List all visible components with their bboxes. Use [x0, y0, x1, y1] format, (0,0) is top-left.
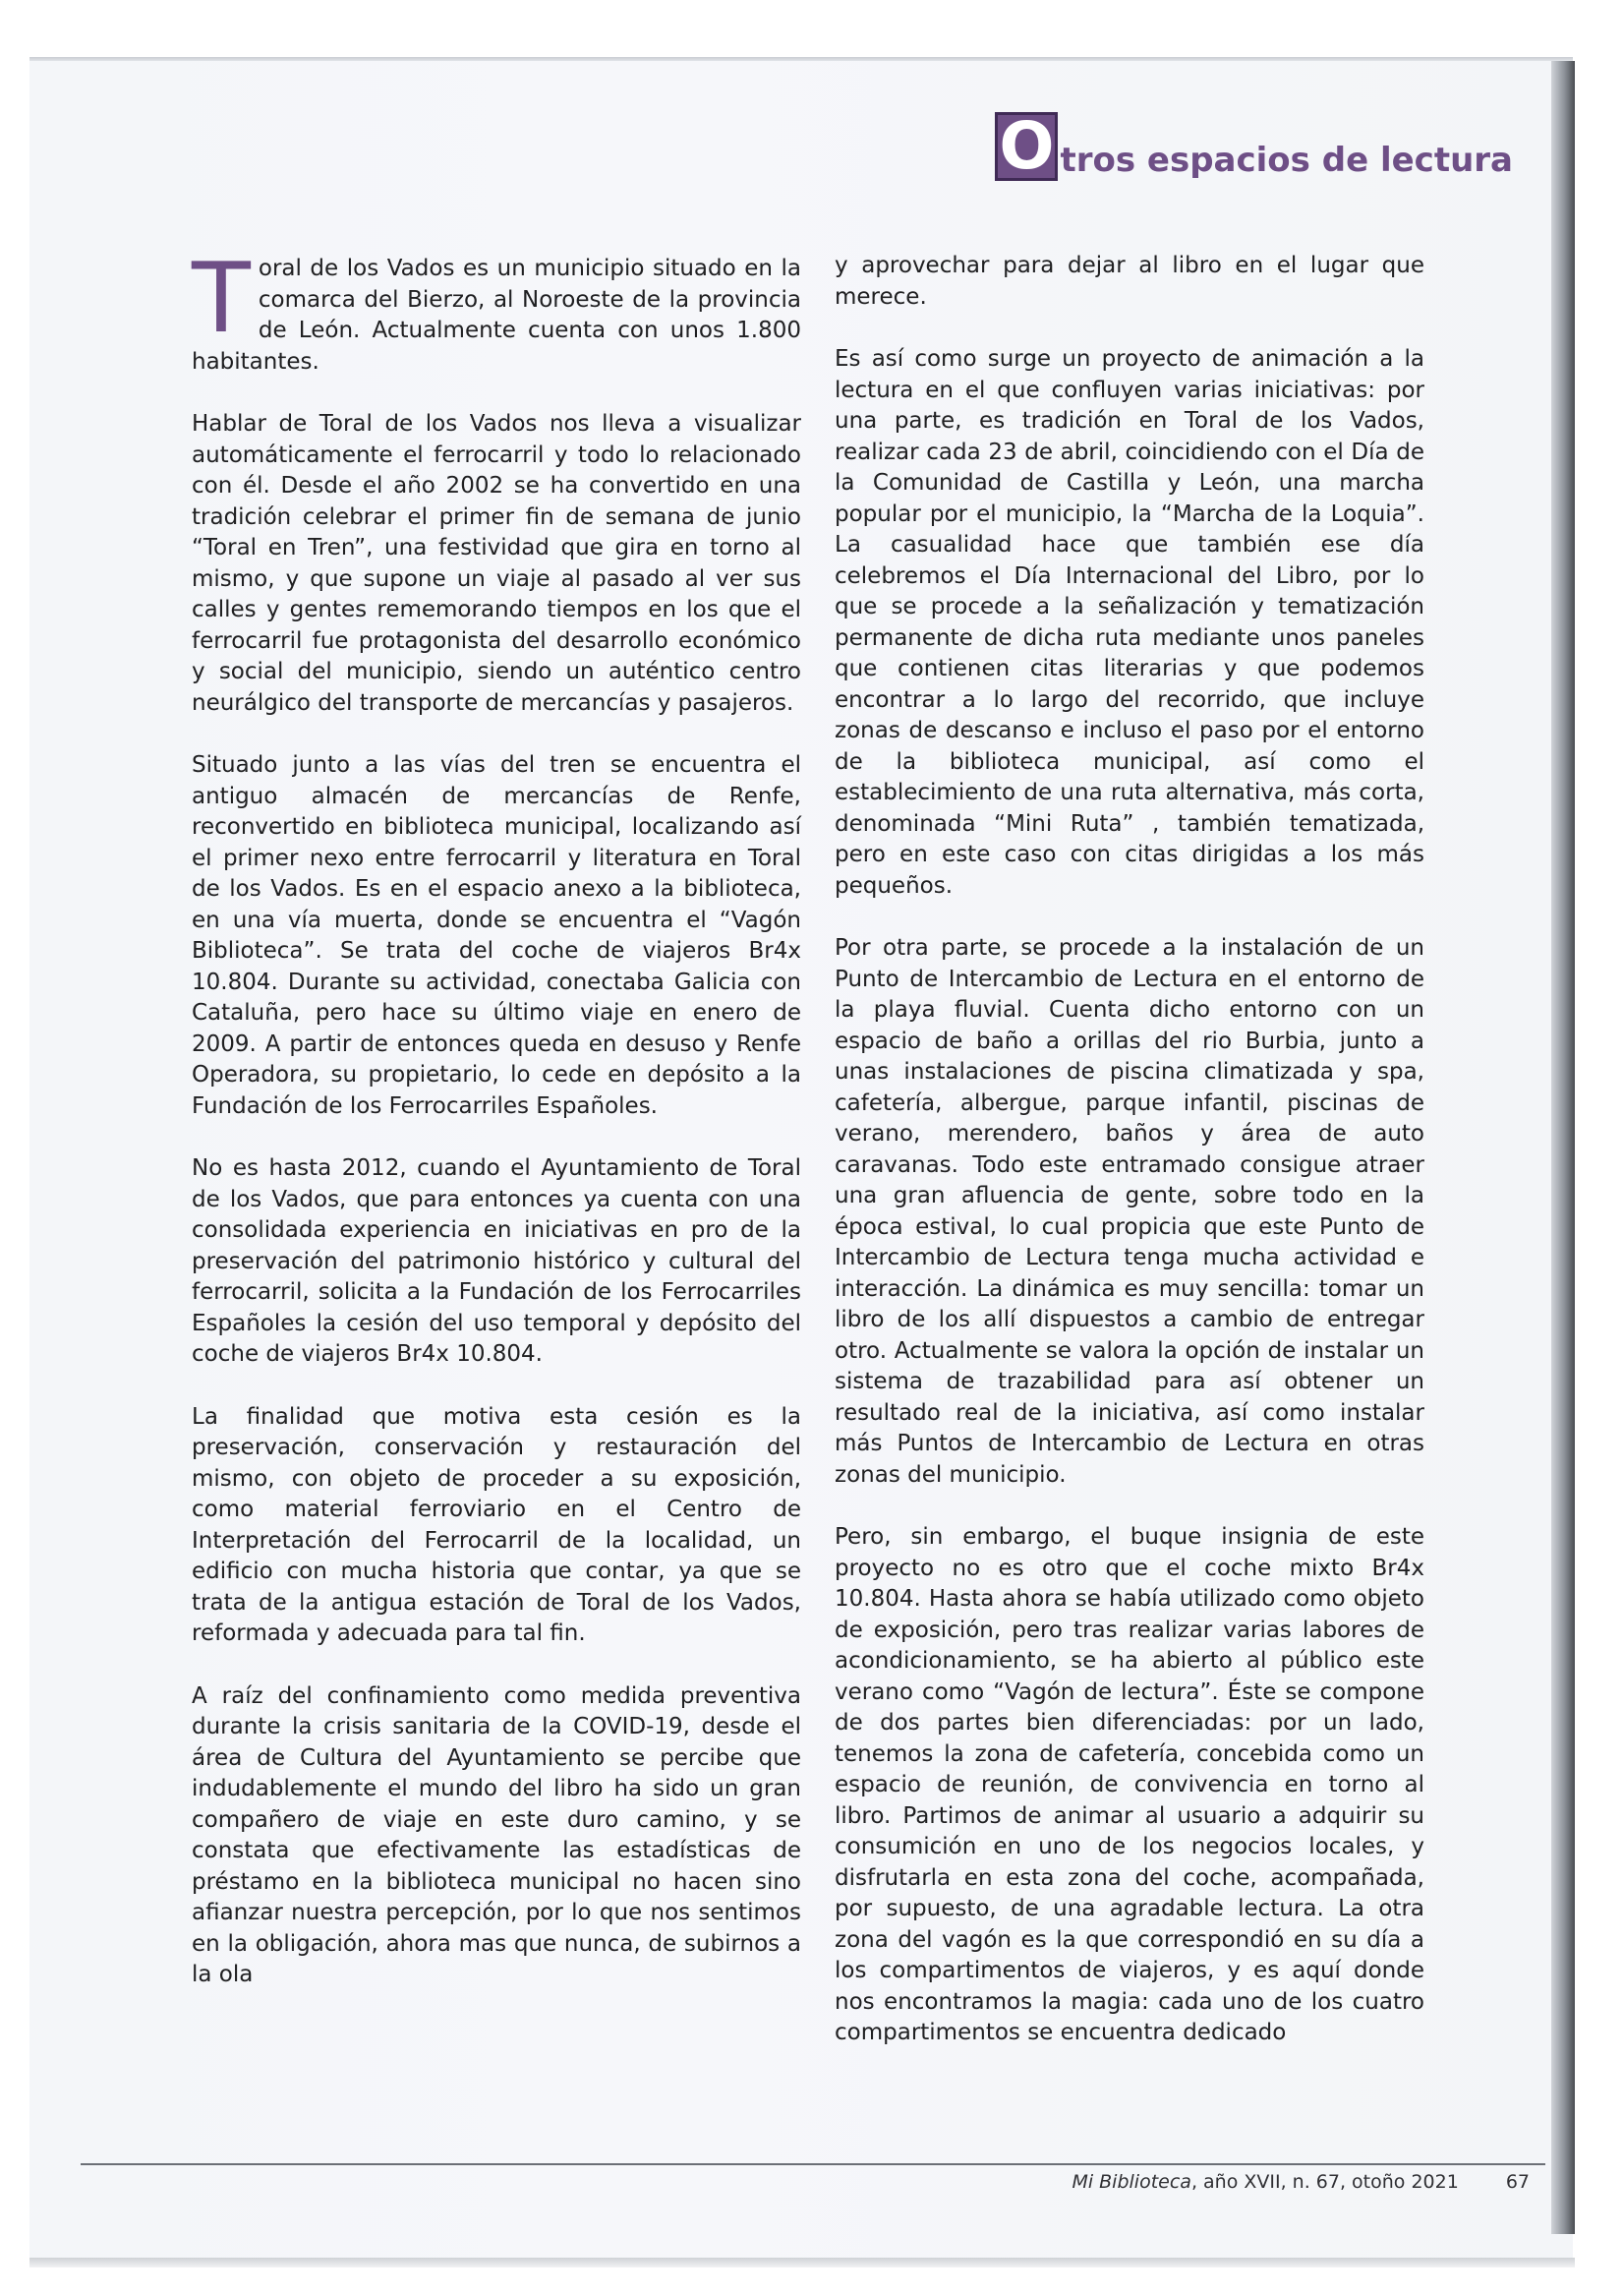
footer-publication: Mi Biblioteca [1072, 2171, 1191, 2193]
article-paragraph: Es así como surge un proyecto de animación a la lectura en el que confluyen varias iniciativas: por una parte, es tradición en Toral de los Vados, realizar cada 23 de abril, coincidiendo con el Día de la Comunidad de Castilla y León, una marcha popular por el municipio, la “Marcha de la Loquia”. La casualidad hace que también ese día celebremos el Día Internacional del Libro, por lo que se procede a la señalización y tematización permanente de dicha ruta mediante unos paneles que contienen citas literarias y que podemos encontrar a lo largo del recorrido, que incluye zonas de descanso e incluso el paso por el entorno de la biblioteca municipal, así como el establecimiento de una ruta alternativa, más corta, denominada “Mini Ruta” , también tematizada, pero en este caso con citas dirigidas a los más pequeños. [835, 346, 1424, 899]
article-paragraph: A raíz del confinamiento como medida preventiva durante la crisis sanitaria de la COVID-19, desde el área de Cultura del Ayuntamiento se percibe que indudablemente el mundo del libro ha sido un gran compañero de viaje en este duro camino, y se constata que efectivamente las estadísticas de préstamo en la biblioteca municipal no hacen sino afianzar nuestra percepción, por lo que nos sentimos en la obligación, ahora mas que nunca, de subirnos a la ola [192, 1682, 801, 1987]
footer-citation [1072, 2171, 1458, 2193]
article-paragraph: y aprovechar para dejar al libro en el lugar que merece. [835, 253, 1424, 310]
article-column-left [192, 243, 801, 2023]
scan-edge-bottom [29, 2258, 1575, 2267]
article-paragraph: La finalidad que motiva esta cesión es la preservación, conservación y restauración del mismo, con objeto de proceder a su exposición, como material ferroviario en el Centro de Interpretación del Ferrocarril de la localidad, un edificio con mucha historia que contar, ya que se trata de la antigua estación de Toral de los Vados, reformada y adecuada para tal fin. [192, 1403, 801, 1646]
page-number: 67 [1505, 2171, 1530, 2193]
article-column-right [835, 251, 1424, 2081]
article-paragraph: Situado junto a las vías del tren se encuentra el antiguo almacén de mercancías de Renfe, reconvertido en biblioteca municipal, localizando así el primer nexo entre ferrocarril y literatura en Toral de los Vados. Es en el espacio anexo a la biblioteca, en una vía muerta, donde se encuentra el “Vagón Biblioteca”. Se trata del coche de viajeros Br4x 10.804. Durante su actividad, conectaba Galicia con Cataluña, pero hace su último viaje en enero de 2009. A partir de entonces queda en desuso y Renfe Operadora, su propietario, lo cede en depósito a la Fundación de los Ferrocarriles Españoles. [192, 752, 801, 1119]
article-paragraph: Pero, sin embargo, el buque insignia de este proyecto no es otro que el coche mixto Br4x 10.804. Hasta ahora se había utilizado como objeto de exposición, pero tras realizar varias labores de acondicionamiento, se ha abierto al público este verano como “Vagón de lectura”. Éste se compone de dos partes bien diferenciadas: por un lado, tenemos la zona de cafetería, concebida como un espacio de reunión, de convivencia en torno al libro. Partimos de animar al usuario a adquirir su consumición en uno de los negocios locales, y disfrutarla en esta zona del coche, acompañada, por supuesto, de una agradable lectura. La otra zona del vagón es la que correspondió en su día a los compartimentos de viajeros, y es aquí donde nos encontramos la magia: cada uno de los cuatro compartimentos se encuentra dedicado [835, 1524, 1424, 2045]
section-header-initial: O [999, 108, 1055, 184]
scan-edge-right [1551, 61, 1575, 2234]
article-paragraph: Hablar de Toral de los Vados nos lleva a visualizar automáticamente el ferrocarril y todo lo relacionado con él. Desde el año 2002 se ha convertido en una tradición celebrar el primer fin de semana de junio “Toral en Tren”, una festividad que gira en torno al mismo, y que supone un viaje al pasado al ver sus calles y gentes rememorando tiempos en los que el ferrocarril fue protagonista del desarrollo económico y social del municipio, siendo un auténtico centro neurálgico del transporte de mercancías y pasajeros. [192, 411, 801, 716]
section-header-initial-box [995, 108, 1058, 184]
drop-cap: T [192, 243, 251, 355]
article-paragraph [192, 243, 801, 378]
footer-issue: , año XVII, n. 67, otoño 2021 [1190, 2171, 1459, 2193]
article-paragraph: Por otra parte, se procede a la instalación de un Punto de Intercambio de Lectura en el entorno de la playa fluvial. Cuenta dicho entorno con un espacio de baño a orillas del rio Burbia, junto a unas instalaciones de piscina climatizada y spa, cafetería, albergue, parque infantil, piscinas de verano, merendero, baños y área de auto caravanas. Todo este entramado consigue atraer una gran afluencia de gente, sobre todo en la época estival, lo cual propicia que este Punto de Intercambio de Lectura tenga mucha actividad e interacción. La dinámica es muy sencilla: tomar un libro de los allí dispuestos a cambio de entregar otro. Actualmente se valora la opción de instalar un sistema de trazabilidad para así obtener un resultado real de la iniciativa, así como instalar más Puntos de Intercambio de Lectura en otras zonas del municipio. [835, 935, 1424, 1488]
footer-divider [81, 2163, 1545, 2165]
section-header [995, 108, 1513, 184]
page-footer [1072, 2171, 1530, 2193]
article-paragraph-text: oral de los Vados es un municipio situado en la comarca del Bierzo, al Noroeste de la provincia de León. Actualmente cuenta con unos 1.800 habitantes. [192, 256, 801, 375]
section-header-title: tros espacios de lectura [1060, 141, 1513, 180]
article-paragraph: No es hasta 2012, cuando el Ayuntamiento de Toral de los Vados, que para entonces ya cuenta con una consolidada experiencia en iniciativas en pro de la preservación del patrimonio histórico y cultural del ferrocarril, solicita a la Fundación de los Ferrocarriles Españoles la cesión del uso temporal y depósito del coche de viajeros Br4x 10.804. [192, 1155, 801, 1367]
